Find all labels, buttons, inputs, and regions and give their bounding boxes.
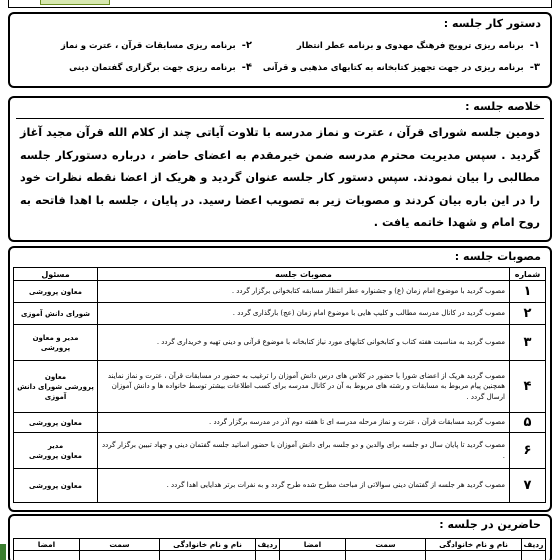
attendee-cell <box>522 551 546 560</box>
agenda-item-number: ۴- <box>241 62 252 73</box>
header-responsible: مسئول <box>14 268 98 281</box>
row-responsible <box>14 361 98 413</box>
resolutions-header-row <box>14 268 546 281</box>
row-resolution-text: مصوب گردید مسابقات قرآن ، عترت و نماز مرحله مدرسه ای تا هفته دوم آذر در مدرسه برگزار گردد . <box>98 413 510 433</box>
row-resolution-text: مصوب گردید تا پایان سال دو جلسه برای والدین و دو جلسه برای دانش آموزان با حضور اساتید جلسه گفتمان دینی و جهاد تبیین برگزار گردد . <box>98 433 510 469</box>
header-signature: امضا <box>280 539 346 551</box>
responsible-line: پرورشی <box>40 343 71 352</box>
responsible-line: معاون پرورشی <box>28 451 82 460</box>
header-position: سمت <box>80 539 160 551</box>
responsible-line: معاون پرورشی <box>28 287 82 296</box>
agenda-item-number: ۳- <box>529 62 540 73</box>
header-row-number: ردیف <box>256 539 280 551</box>
header-number: شماره <box>510 268 546 281</box>
header-full-name: نام و نام خانوادگی <box>160 539 256 551</box>
agenda-title: دستور کار جلسه : <box>441 17 544 30</box>
row-number: ۴ <box>510 361 546 413</box>
agenda-item-text: برنامه ریزی در جهت تجهیز کتابخانه به کتابهای مذهبی و قرآنی <box>262 63 524 73</box>
table-row <box>14 325 546 361</box>
responsible-line: شورای دانش آموزی <box>20 309 91 318</box>
responsible-line: آموزی <box>44 392 67 401</box>
row-number: ۵ <box>510 413 546 433</box>
resolutions-table <box>13 267 546 503</box>
summary-title: خلاصه جلسه : <box>462 100 544 113</box>
row-number: ۲ <box>510 303 546 325</box>
table-row <box>14 469 546 503</box>
table-row <box>14 281 546 303</box>
agenda-item <box>297 40 540 51</box>
resolutions-title: مصوبات جلسه : <box>452 250 544 263</box>
row-resolution-text: مصوب گردید به مناسبت هفته کتاب و کتابخوانی کتابهای مورد نیاز کتابخانه با موضوع قرآنی و دینی تهیه و خریداری گردد . <box>98 325 510 361</box>
row-number: ۶ <box>510 433 546 469</box>
responsible-line: معاون پرورشی <box>28 418 82 427</box>
attendee-cell <box>426 551 522 560</box>
row-resolution-text: مصوب گردید هریک از اعضای شورا با حضور در کلاس های درس دانش آموزان را ترغیب به حضور در مسابقات قرآن ، عترت و نماز نمایند همچنین پیام مربوط به مسابقات و رشته های مربوط به آن در کانال مدرسه برای کسب اطلاعات بیشتر توسط خانواده ها و دانش آموزان ارسال گردد . <box>98 361 510 413</box>
table-row <box>14 433 546 469</box>
row-number: ۱ <box>510 281 546 303</box>
row-responsible <box>14 469 98 503</box>
header-row-number: ردیف <box>522 539 546 551</box>
row-resolution-text: مصوب گردید با موضوع امام زمان (ع) و جشنواره عطر انتظار مسابقه کتابخوانی برگزار گردد . <box>98 281 510 303</box>
responsible-line: معاون <box>44 372 67 381</box>
agenda-item-text: برنامه ریزی مسابقات قرآن ، عترت و نماز <box>60 41 236 51</box>
row-resolution-text: مصوب گردید در کانال مدرسه مطالب و کلیپ هایی با موضوع امام زمان (عج) بارگذاری گردد . <box>98 303 510 325</box>
agenda-item-text: برنامه ریزی جهت برگزاری گفتمان دینی <box>69 63 236 73</box>
agenda-items <box>20 38 540 86</box>
responsible-line: پرورشی شورای دانش <box>17 382 94 391</box>
table-row <box>14 413 546 433</box>
summary-box <box>8 96 552 242</box>
row-resolution-text: مصوب گردید هر جلسه از گفتمان دینی سوالاتی از مباحث مطرح شده طرح گردد و به نفرات برتر هدایایی اهدا گردد . <box>98 469 510 503</box>
attendees-title: حاضرین در جلسه : <box>436 518 544 531</box>
attendee-cell <box>14 551 80 560</box>
side-green-mark <box>0 544 6 560</box>
row-responsible <box>14 413 98 433</box>
agenda-item <box>263 62 540 73</box>
responsible-line: مدیر <box>47 441 64 450</box>
agenda-item-text: برنامه ریزی ترویج فرهنگ مهدوی و برنامه عطر انتظار <box>296 41 524 51</box>
header-position: سمت <box>346 539 426 551</box>
table-row <box>14 551 546 560</box>
attendees-header-row <box>14 539 546 551</box>
row-number: ۷ <box>510 469 546 503</box>
attendee-cell <box>160 551 256 560</box>
row-responsible <box>14 303 98 325</box>
agenda-item <box>61 40 252 51</box>
summary-text: دومین جلسه شورای قرآن ، عترت و نماز مدرسه با تلاوت آیاتی چند از کلام الله قرآن مجید آغاز گردید . سپس مدیریت محترم مدرسه ضمن خیرمقدم به اعضای حاضر ، درباره دستورکار جلسه مطالبی را بیان نمودند. سپس دستور کار جلسه عنوان گردید و هریک از اعضا نقطه نظرات خود را در این باره بیان کردند و مصوبات زیر به تصویب اعضا رسید. در پایان ، جلسه با اهدا فاتحه به روح امام و شهدا خاتمه یافت . <box>20 126 540 229</box>
row-number: ۳ <box>510 325 546 361</box>
summary-divider <box>16 118 544 119</box>
row-responsible <box>14 433 98 469</box>
agenda-box <box>8 12 552 88</box>
attendee-cell <box>256 551 280 560</box>
table-row <box>14 303 546 325</box>
responsible-line: معاون پرورشی <box>28 481 82 490</box>
attendee-cell <box>80 551 160 560</box>
row-responsible <box>14 281 98 303</box>
agenda-item-number: ۲- <box>241 40 252 51</box>
header-full-name: نام و نام خانوادگی <box>426 539 522 551</box>
table-row <box>14 361 546 413</box>
agenda-item <box>69 62 252 73</box>
header-resolution: مصوبات جلسه <box>98 268 510 281</box>
row-responsible <box>14 325 98 361</box>
attendees-table <box>13 538 546 560</box>
attendee-cell <box>280 551 346 560</box>
header-signature: امضا <box>14 539 80 551</box>
responsible-line: مدیر و معاون <box>32 333 79 342</box>
attendee-cell <box>346 551 426 560</box>
agenda-item-number: ۱- <box>529 40 540 51</box>
resolutions-box <box>8 246 552 512</box>
top-green-tab <box>40 0 110 5</box>
attendees-box <box>8 514 552 560</box>
